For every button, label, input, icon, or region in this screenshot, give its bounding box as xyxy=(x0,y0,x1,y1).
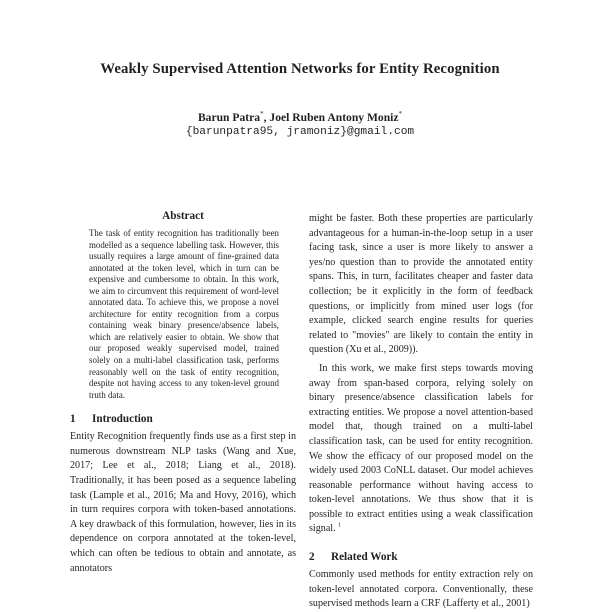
abstract-text: The task of entity recognition has traditionally been modelled as a sequence labelling task. However, this usually requires a large amount of fine-grained data annotated at the token level, which in turn can be expensive and cumbersome to obtain. In this work, we aim to circumvent this requirement of word-level annotated data. To achieve this, we propose a novel architecture for entity recognition from a corpus containing weak binary presence/absence labels, which are relatively easier to obtain. We show that our proposed weakly supervised model, trained solely on a multi-label classification task, performs reasonably well on the task of entity recognition, despite not having access to any token-level ground truth data. xyxy=(89,228,279,400)
author-email: {barunpatra95, jramoniz}@gmail.com xyxy=(185,126,415,138)
equal-contribution-mark: * xyxy=(398,110,403,119)
intro-paragraph-2-text: In this work, we make first steps towards moving away from span-based corpora, relying solely on binary presence/absence classification labels for extracting entities. We propose a novel attention-based model that, though trained on a multi-label classification task, can be used for entity recognition. We show the efficacy of our proposed model on the widely used 2003 CoNLL dataset. Our model achieves reasonable performance without having access to token-level annotations. We thus show that it is possible to extract entities using a weak classification signal. xyxy=(309,362,533,535)
section-number: 1 xyxy=(70,413,76,426)
section-heading-introduction xyxy=(70,413,296,425)
right-column xyxy=(309,212,533,612)
related-work-paragraph: Commonly used methods for entity extraction rely on token-level annotated corpora. Conventionally, these supervised methods learn a CRF (Lafferty et al., 2001) xyxy=(309,569,533,610)
author-name: Barun Patra xyxy=(197,111,261,124)
equal-contribution-mark: * xyxy=(260,110,264,119)
author-separator: , xyxy=(263,111,270,124)
intro-paragraph: Entity Recognition frequently finds use as a first step in numerous downstream NLP tasks (Wang and Xue, 2017; Lee et al., 2018; Liang et al., 2018). Traditionally, it has been posed as a sequence labeling task (Lample et al., 2016; Ma and Hovy, 2016), which in turn requires corpora with token-based annotations. A key drawback of this formulation, however, lies in its dependence on corpora annotated at the token-level, which can often be tedious to obtain and annotate, as annotators xyxy=(70,431,296,574)
author-line xyxy=(0,111,600,124)
section-number: 2 xyxy=(309,551,315,564)
abstract-heading: Abstract xyxy=(162,210,204,222)
author-name: Joel Ruben Antony Moniz xyxy=(269,111,399,124)
left-column xyxy=(70,210,296,576)
section-title: Related Work xyxy=(331,551,398,564)
footnote-mark: 1 xyxy=(338,523,342,530)
section-heading-related-work xyxy=(309,551,533,563)
paper-title: Weakly Supervised Attention Networks for Entity Recognition xyxy=(100,61,500,77)
section-title: Introduction xyxy=(92,413,153,426)
intro-paragraph-2 xyxy=(309,362,533,537)
intro-paragraph-continued: might be faster. Both these properties are particularly advantageous for a human-in-the-loop setup in a user facing task, since a user is more likely to answer a yes/no question than to provide the annotated entity spans. This, in turn, facilitates cheaper and faster data collection; be it explicitly in the form of feedback questions, or implicitly from mined user logs (for example, clicked search engine results for queries related to "movies" are likely to contain the entity in question (Xu et al., 2009)). xyxy=(309,213,533,356)
